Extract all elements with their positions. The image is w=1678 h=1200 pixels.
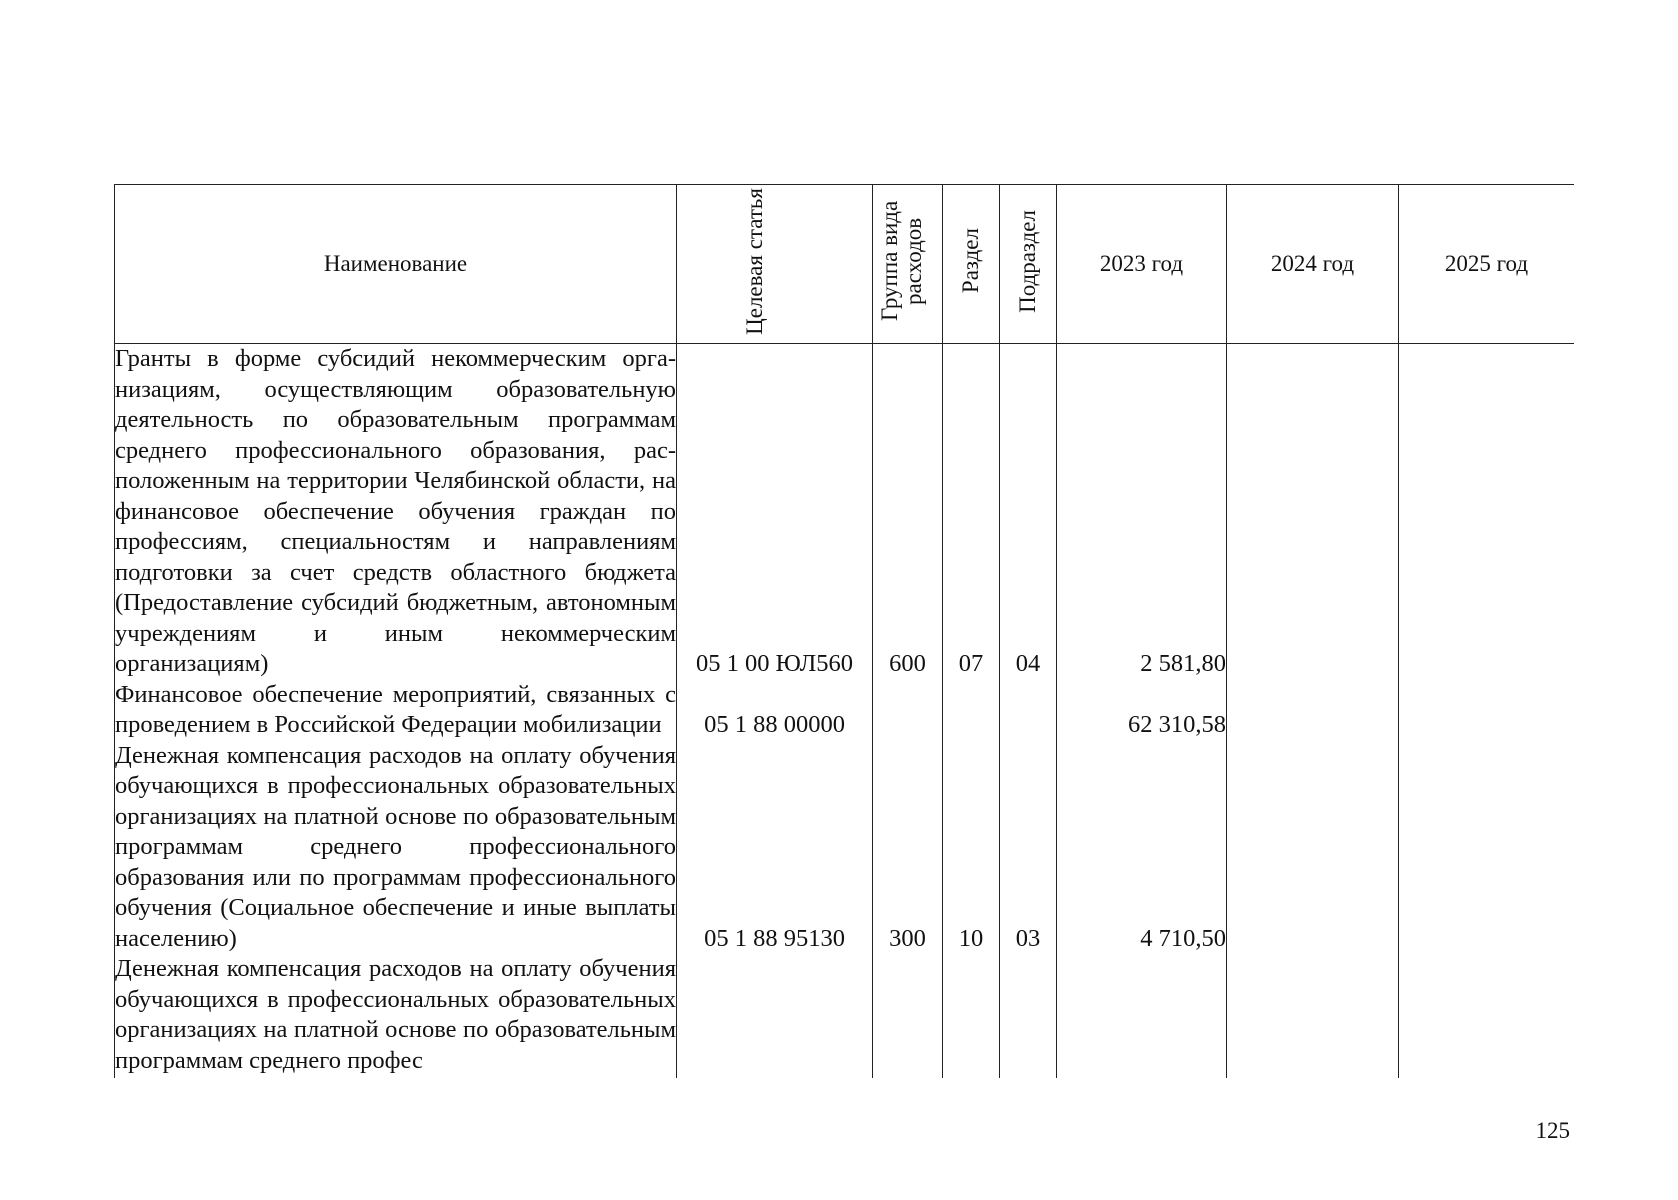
row-name: Гранты в форме субсидий некоммерческим организациям, осуществляющим образовательную деятельность по образовательным программам среднего профессионального образования, расположенным на территории Челябинской области, на финансовое обеспечение обучения граждан по профессиям, специальностям и направлениям подготовки за счет средств областного бюджета (Предоставление субсидий бюджетным, автономным учреждениям и иным некоммерческим организациям): [115, 344, 677, 680]
row-target-article: [677, 954, 873, 1078]
budget-table: [114, 184, 1574, 1078]
row-subsection: [1000, 680, 1057, 741]
row-name: Финансовое обеспечение мероприятий, связанных с проведением в Российской Федерации мобилизации: [115, 680, 677, 741]
row-amount-2025: [1399, 741, 1575, 955]
row-amount-2023: [1057, 954, 1227, 1078]
header-expense-group: Группа вида расходов: [873, 185, 943, 344]
row-expense-group: 300: [873, 741, 943, 955]
header-year-2025: 2025 год: [1399, 185, 1575, 344]
row-expense-group: [873, 680, 943, 741]
header-subsection: Подраздел: [1000, 185, 1057, 344]
table-header: [115, 185, 1575, 344]
row-target-article: 05 1 88 95130: [677, 741, 873, 955]
row-amount-2024: [1227, 344, 1399, 680]
budget-table-sheet: [114, 184, 1574, 1096]
row-section: [943, 680, 1000, 741]
row-name: Денежная компенсация расходов на оплату обучения обучающихся в профессиональных образовательных организациях на платной основе по образовательным программам среднего профессионального образования или по программам профессионального обучения (Социальное обеспечение и иные выплаты населению): [115, 741, 677, 955]
row-subsection: 04: [1000, 344, 1057, 680]
row-section: 07: [943, 344, 1000, 680]
row-expense-group: 600: [873, 344, 943, 680]
row-section: 10: [943, 741, 1000, 955]
header-name: Наименование: [115, 185, 677, 344]
row-target-article: 05 1 00 ЮЛ560: [677, 344, 873, 680]
row-amount-2024: [1227, 680, 1399, 741]
table-row: [115, 741, 1575, 955]
row-amount-2023: 4 710,50: [1057, 741, 1227, 955]
row-amount-2025: [1399, 680, 1575, 741]
table-row: [115, 344, 1575, 680]
row-amount-2024: [1227, 741, 1399, 955]
row-section: [943, 954, 1000, 1078]
header-year-2023: 2023 год: [1057, 185, 1227, 344]
table-row: [115, 680, 1575, 741]
row-expense-group: [873, 954, 943, 1078]
row-amount-2023: 62 310,58: [1057, 680, 1227, 741]
row-name: Денежная компенсация расходов на оплату обучения обучающихся в профессиональных образовательных организациях на платной основе по образовательным программам среднего профес: [115, 954, 677, 1078]
row-amount-2023: 2 581,80: [1057, 344, 1227, 680]
page-number: 125: [1535, 1118, 1570, 1143]
row-target-article: 05 1 88 00000: [677, 680, 873, 741]
row-amount-2025: [1399, 344, 1575, 680]
header-row: [115, 185, 1575, 344]
header-year-2024: 2024 год: [1227, 185, 1399, 344]
header-section: Раздел: [943, 185, 1000, 344]
table-body: [115, 344, 1575, 1079]
row-amount-2024: [1227, 954, 1399, 1078]
table-row: [115, 954, 1575, 1078]
row-amount-2025: [1399, 954, 1575, 1078]
row-subsection: [1000, 954, 1057, 1078]
row-subsection: 03: [1000, 741, 1057, 955]
header-target-article: Целевая статья: [677, 185, 873, 344]
